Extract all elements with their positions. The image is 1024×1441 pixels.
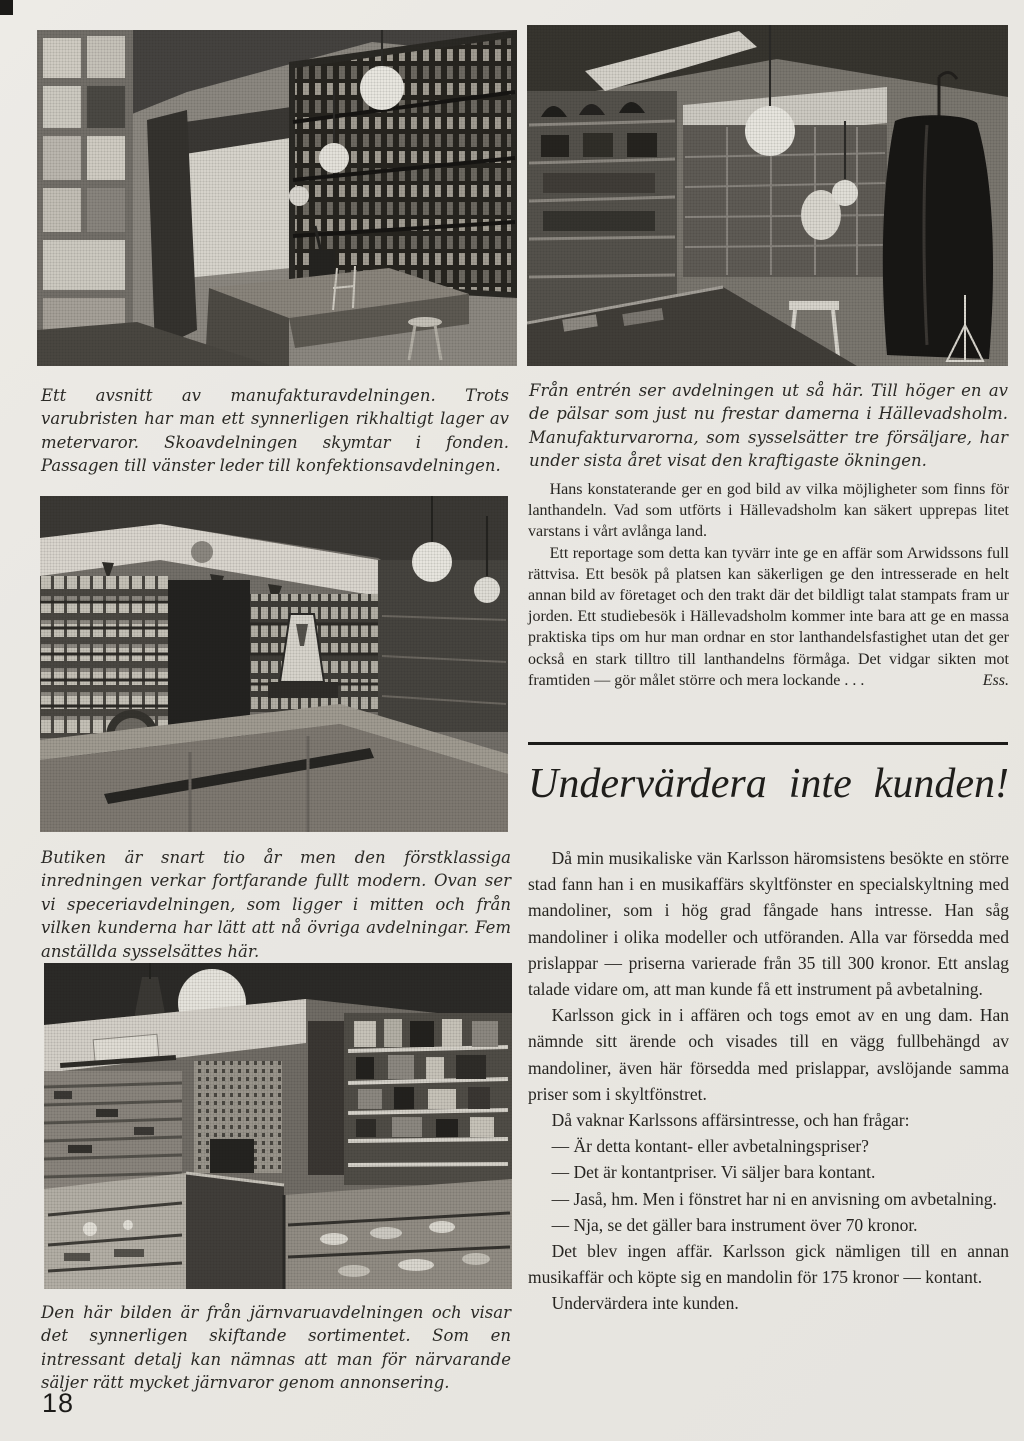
caption-manufacture-department: Ett avsnitt av manufakturavdelningen. Trots varubristen har man ett synnerligen rikhaltigt lager av metervaror. Skoavdelningen skymtar i fonden. Passagen till vänster leder till konfektionsavdelningen. xyxy=(41,386,509,476)
article-lanthandel-continuation xyxy=(528,479,1009,691)
caption-hardware-department: Den här bilden är från järnvaruavdelningen och visar det synnerligen skiftande sortimentet. Som en intressant detalj kan nämnas att man för närvarande säljer rätt mycket järnvaror genom annonsering. xyxy=(41,1303,511,1393)
entrance-illustration xyxy=(527,25,1008,366)
photo-entrance-view xyxy=(527,25,1008,366)
caption-entrance-view: Från entrén ser avdelningen ut så här. Till höger en av de pälsar som just nu frestar damerna i Hällevadsholm. Manufakturvarorna, som sysselsätter tre försäljare, har under sista året visat den kraftigaste ökningen. xyxy=(529,381,1008,471)
paragraph: — Det är kontantpriser. Vi säljer bara kontant. xyxy=(551,1162,876,1183)
pendant-lamp-icon xyxy=(745,106,795,156)
article-undervardera-body xyxy=(528,845,1009,1317)
grocery-counter-illustration xyxy=(40,496,508,832)
page-number: 18 xyxy=(42,1388,75,1418)
paragraph: Hans konstaterande ger en god bild av vilka möjligheter som finns för lanthandeln. Vad som utförts i Hällevadsholm kan säkert upprepas litet varstans i vårt avlånga land. xyxy=(528,481,1009,541)
section-divider-rule xyxy=(528,742,1008,745)
paragraph: — Nja, se det gäller bara instrument över 70 kronor. xyxy=(551,1214,918,1235)
photo-hardware-department xyxy=(44,963,512,1289)
hardware-department-illustration xyxy=(44,963,512,1289)
store-interior-illustration xyxy=(37,30,517,366)
paragraph: Då vaknar Karlssons affärsintresse, och han frågar: xyxy=(551,1110,910,1131)
photo-manufacture-department xyxy=(37,30,517,366)
paragraph: Undervärdera inte kunden. xyxy=(551,1293,739,1314)
pendant-lamp-icon xyxy=(360,66,404,110)
paragraph: — Är detta kontant- eller avbetalningspriser? xyxy=(551,1136,869,1157)
headline-undervardera-inte-kunden: Undervärdera inte kunden! xyxy=(528,761,1009,807)
caption-grocery-department: Butiken är snart tio år men den förstklassiga inredningen verkar fortfarande fullt modern. Ovan ser vi speceriavdelningen, som ligger i mitten och från vilken kunderna har lätt att nå övriga avdelningar. Fem anställda sysselsättes här. xyxy=(41,848,511,961)
author-signature: Ess. xyxy=(982,671,1009,689)
pendant-lamp-icon xyxy=(412,542,452,582)
paragraph: Då min musikaliske vän Karlsson häromsistens besökte en större stad fann han i en musikaffärs skyltfönster en specialskyltning med mandoliner, som i hög grad fångade hans intresse. Han såg mandoliner i olika modeller och utföranden. Alla var försedda med prislappar — priserna varierade från 35 till 300 kronor. Ett anslag talade vidare om, att man kunde få ett instrument på avbetalning. xyxy=(528,848,1009,1000)
paragraph: Ett reportage som detta kan tyvärr inte ge en affär som Arwidssons full rättvisa. Ett besök på platsen kan säkerligen ge den intresserade en helt annan bild av företaget och den trakt där det bildligt talat stampats fram ur jorden. Ett studiebesök i Hällevadsholm kommer inte bara att ge en massa praktiska tips om hur man ordnar en stor lanthandelsfastighet utan det ger också en stark tilltro till lanthandelns förmåga. Det vidgar sikten mot framtiden — gör målet större och mera lockande . . . Ess. xyxy=(528,543,1009,691)
scan-artifact xyxy=(0,0,13,15)
paragraph: — Jaså, hm. Men i fönstret har ni en anvisning om avbetalning. xyxy=(551,1188,997,1209)
photo-grocery-counter xyxy=(40,496,508,832)
paragraph: Det blev ingen affär. Karlsson gick nämligen till en annan musikaffär och köpte sig en mandolin för 175 kronor — kontant. xyxy=(528,1241,1009,1288)
paragraph: Karlsson gick in i affären och togs emot av en ung dam. Han nämnde sitt ärende och visades till en vägg fullbehängd av mandoliner, även här försedda med prislappar, avslöjande samma priser som i skyltfönstret. xyxy=(528,1005,1009,1104)
